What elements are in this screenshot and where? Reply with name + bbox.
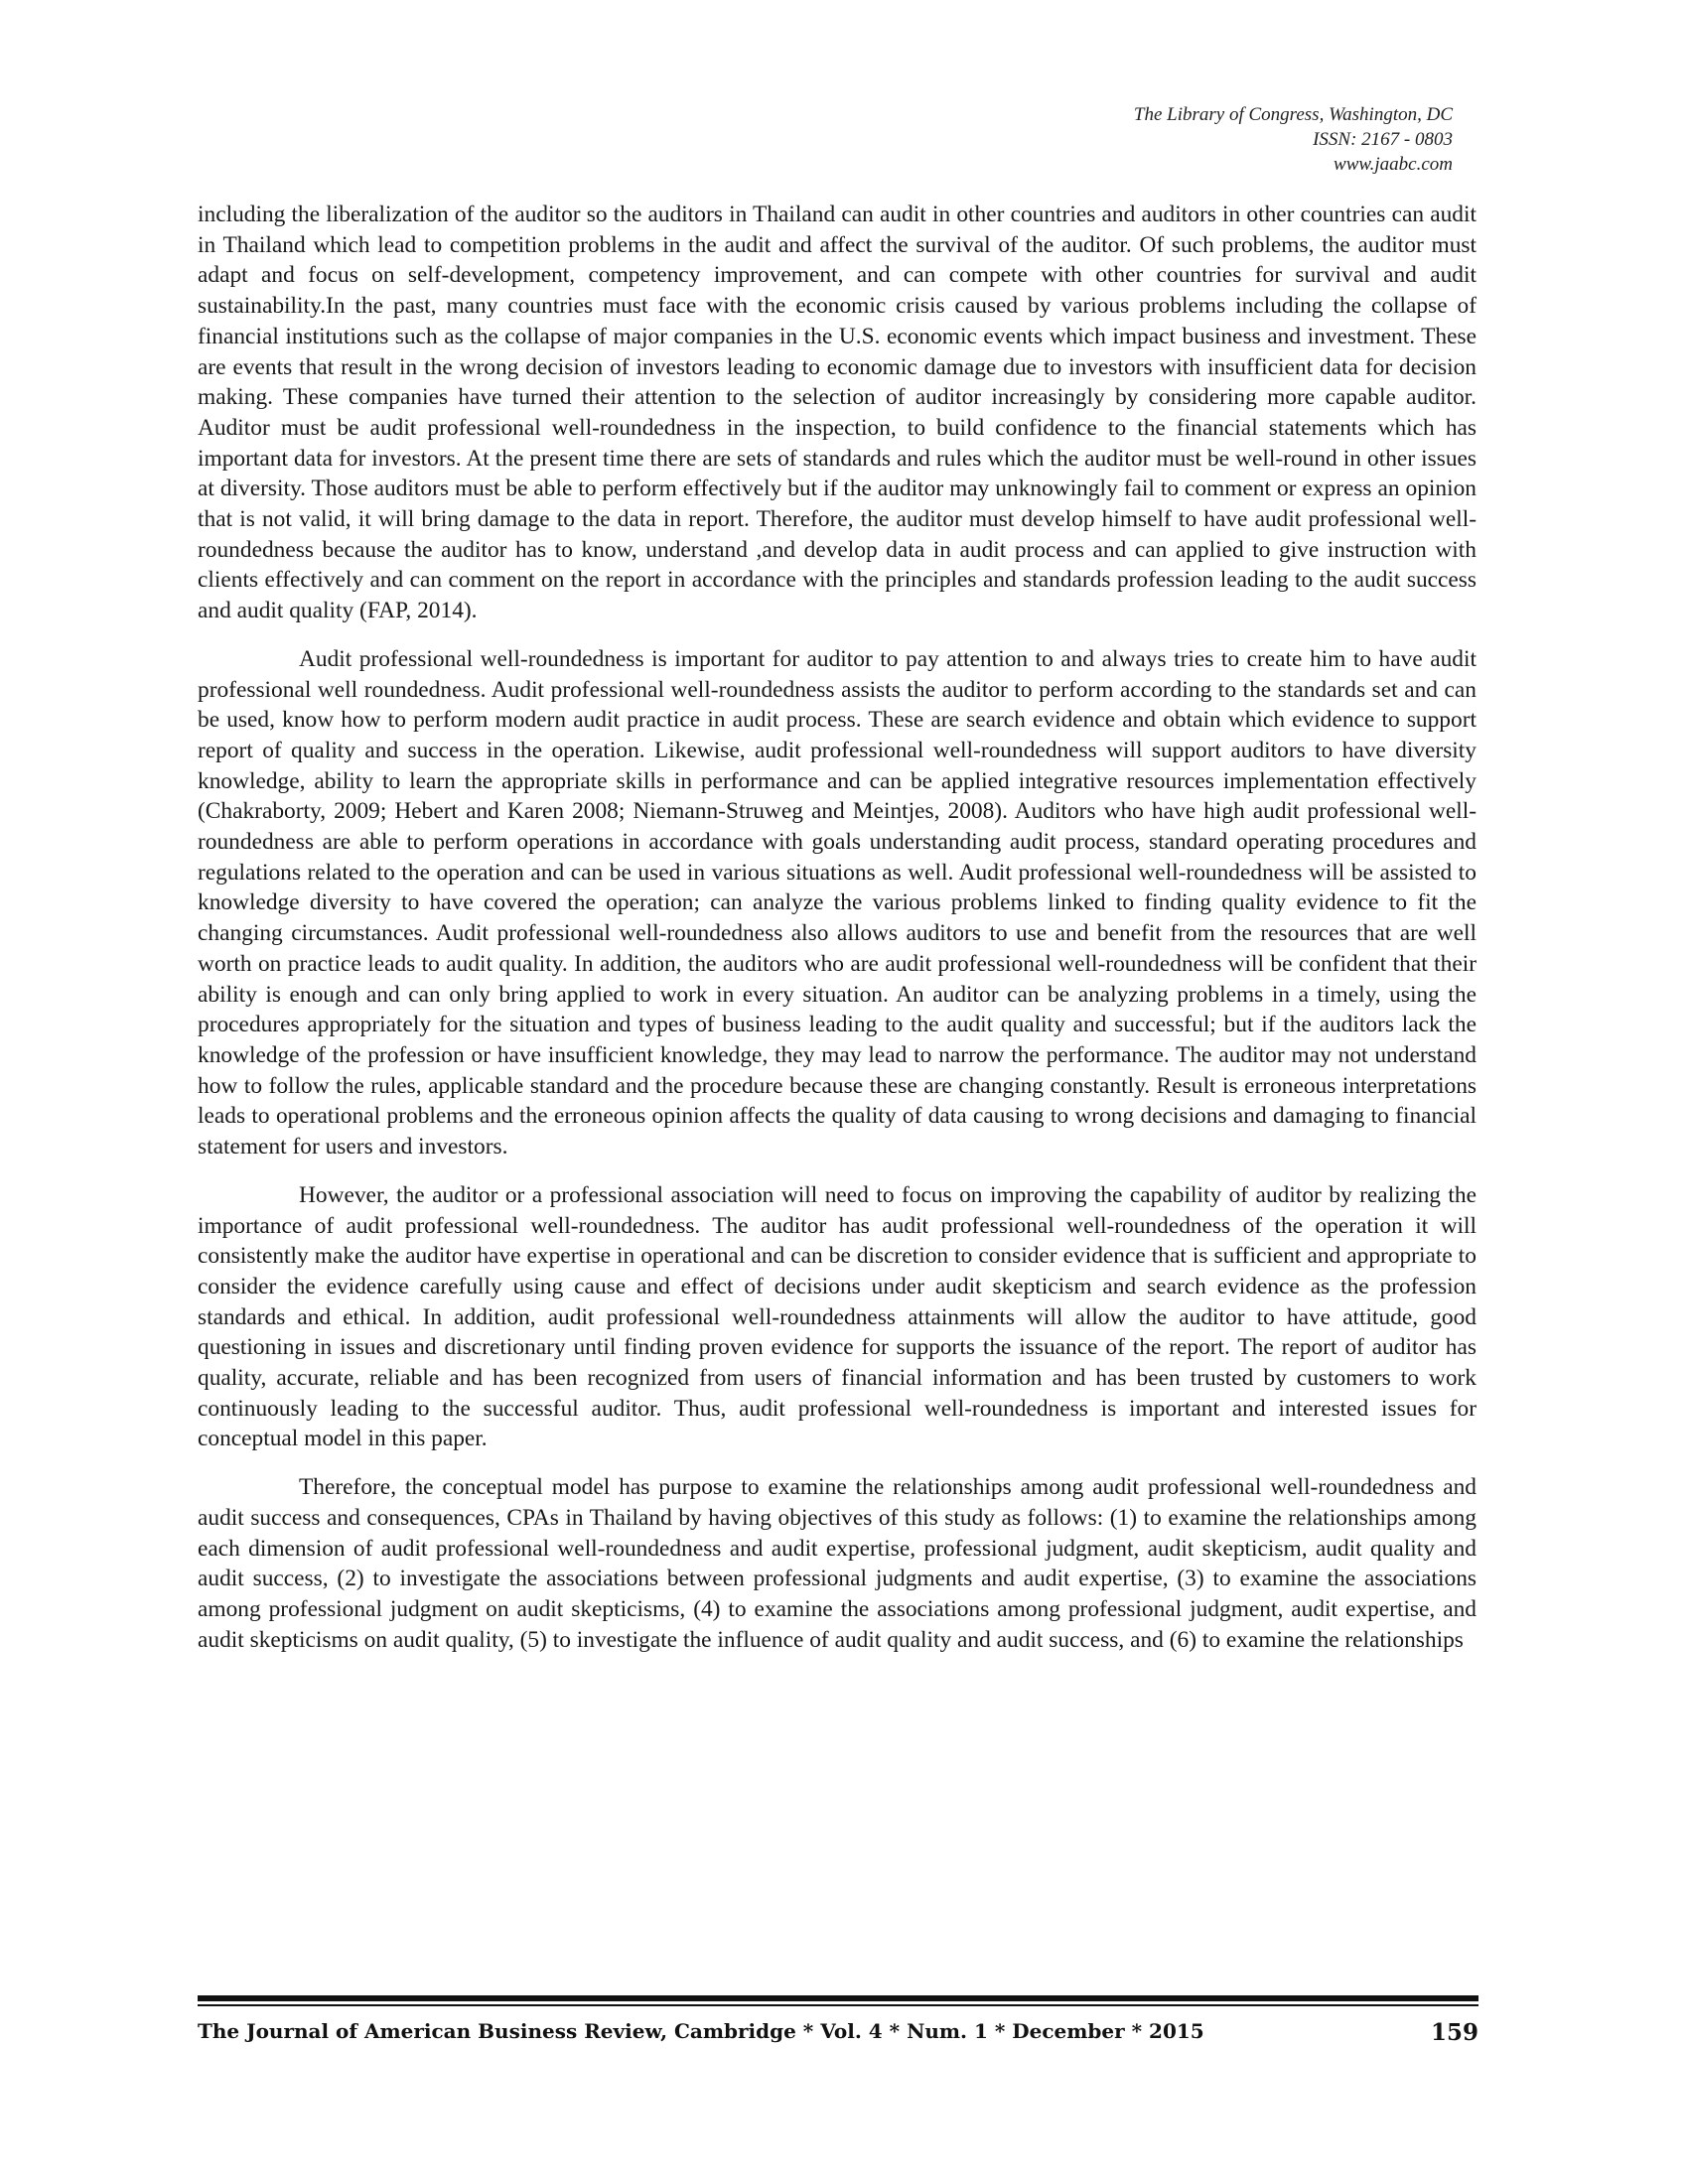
- footer-rule-thin: [198, 2004, 1478, 2006]
- article-body: [198, 200, 1477, 1673]
- body-paragraph-1: including the liberalization of the auditor so the auditors in Thailand can audit in other countries and auditors in other countries can audit in Thailand which lead to competition problems in the audit and affect the survival of the auditor. Of such problems, the auditor must adapt and focus on self-development, competency improvement, and can compete with other countries for survival and audit sustainability.In the past, many countries must face with the economic crisis caused by various problems including the collapse of financial institutions such as the collapse of major companies in the U.S. economic events which impact business and investment. These are events that result in the wrong decision of investors leading to economic damage due to investors with insufficient data for decision making. These companies have turned their attention to the selection of auditor increasingly by considering more capable auditor. Auditor must be audit professional well-roundedness in the inspection, to build confidence to the financial statements which has important data for investors. At the present time there are sets of standards and rules which the auditor must be well-round in other issues at diversity. Those auditors must be able to perform effectively but if the auditor may unknowingly fail to comment or express an opinion that is not valid, it will bring damage to the data in report. Therefore, the auditor must develop himself to have audit professional well-roundedness because the auditor has to know, understand ,and develop data in audit process and can applied to give instruction with clients effectively and can comment on the report in accordance with the principles and standards profession leading to the audit success and audit quality (FAP, 2014).: [198, 202, 1477, 624]
- header-library-line: The Library of Congress, Washington, DC: [1133, 104, 1453, 125]
- header-issn-line: ISSN: 2167 - 0803: [1313, 129, 1453, 150]
- body-paragraph-4: Therefore, the conceptual model has purpose to examine the relationships among audit professional well-roundedness and audit success and consequences, CPAs in Thailand by having objectives of this study as follows: (1) to examine the relationships among each dimension of audit professional well-roundedness and audit expertise, professional judgment, audit skepticism, audit quality and audit success, (2) to investigate the associations between professional judgments and audit expertise, (3) to examine the associations among professional judgment on audit skepticisms, (4) to examine the associations among professional judgment, audit expertise, and audit skepticisms on audit quality, (5) to investigate the influence of audit quality and audit success, and (6) to examine the relationships: [198, 1474, 1477, 1653]
- header-website-line: www.jaabc.com: [1334, 154, 1453, 175]
- running-header: [1134, 102, 1453, 177]
- footer-rule-thick: [198, 1995, 1478, 2001]
- footer-journal-citation: The Journal of American Business Review, Cambridge * Vol. 4 * Num. 1 * December * 2015: [198, 2019, 1204, 2043]
- body-paragraph-3: However, the auditor or a professional association will need to focus on improving the capability of auditor by realizing the importance of audit professional well-roundedness. The auditor has audit professional well-roundedness of the operation it will consistently make the auditor have expertise in operational and can be discretion to consider evidence that is sufficient and appropriate to consider the evidence carefully using cause and effect of decisions under audit skepticism and search evidence as the profession standards and ethical. In addition, audit professional well-roundedness attainments will allow the auditor to have attitude, good questioning in issues and discretionary until finding proven evidence for supports the issuance of the report. The report of auditor has quality, accurate, reliable and has been recognized from users of financial information and has been trusted by customers to work continuously leading to the successful auditor. Thus, audit professional well-roundedness is important and interested issues for conceptual model in this paper.: [198, 1181, 1477, 1452]
- body-paragraph-2: Audit professional well-roundedness is important for auditor to pay attention to and always tries to create him to have audit professional well roundedness. Audit professional well-roundedness assists the auditor to perform according to the standards set and can be used, know how to perform modern audit practice in audit process. These are search evidence and obtain which evidence to support report of quality and success in the operation. Likewise, audit professional well-roundedness will support auditors to have diversity knowledge, ability to learn the appropriate skills in performance and can be applied integrative resources implementation effectively (Chakraborty, 2009; Hebert and Karen 2008; Niemann-Struweg and Meintjes, 2008). Auditors who have high audit professional well-roundedness are able to perform operations in accordance with goals understanding audit process, standard operating procedures and regulations related to the operation and can be used in various situations as well. Audit professional well-roundedness will be assisted to knowledge diversity to have covered the operation; can analyze the various problems linked to finding quality evidence to fit the changing circumstances. Audit professional well-roundedness also allows auditors to use and benefit from the resources that are well worth on practice leads to audit quality. In addition, the auditors who are audit professional well-roundedness will be confident that their ability is enough and can only bring applied to work in every situation. An auditor can be analyzing problems in a timely, using the procedures appropriately for the situation and types of business leading to the audit quality and successful; but if the auditors lack the knowledge of the profession or have insufficient knowledge, they may lead to narrow the performance. The auditor may not understand how to follow the rules, applicable standard and the procedure because these are changing constantly. Result is erroneous interpretations leads to operational problems and the erroneous opinion affects the quality of data causing to wrong decisions and damaging to financial statement for users and investors.: [198, 645, 1477, 1160]
- page-number: 159: [1430, 2019, 1478, 2046]
